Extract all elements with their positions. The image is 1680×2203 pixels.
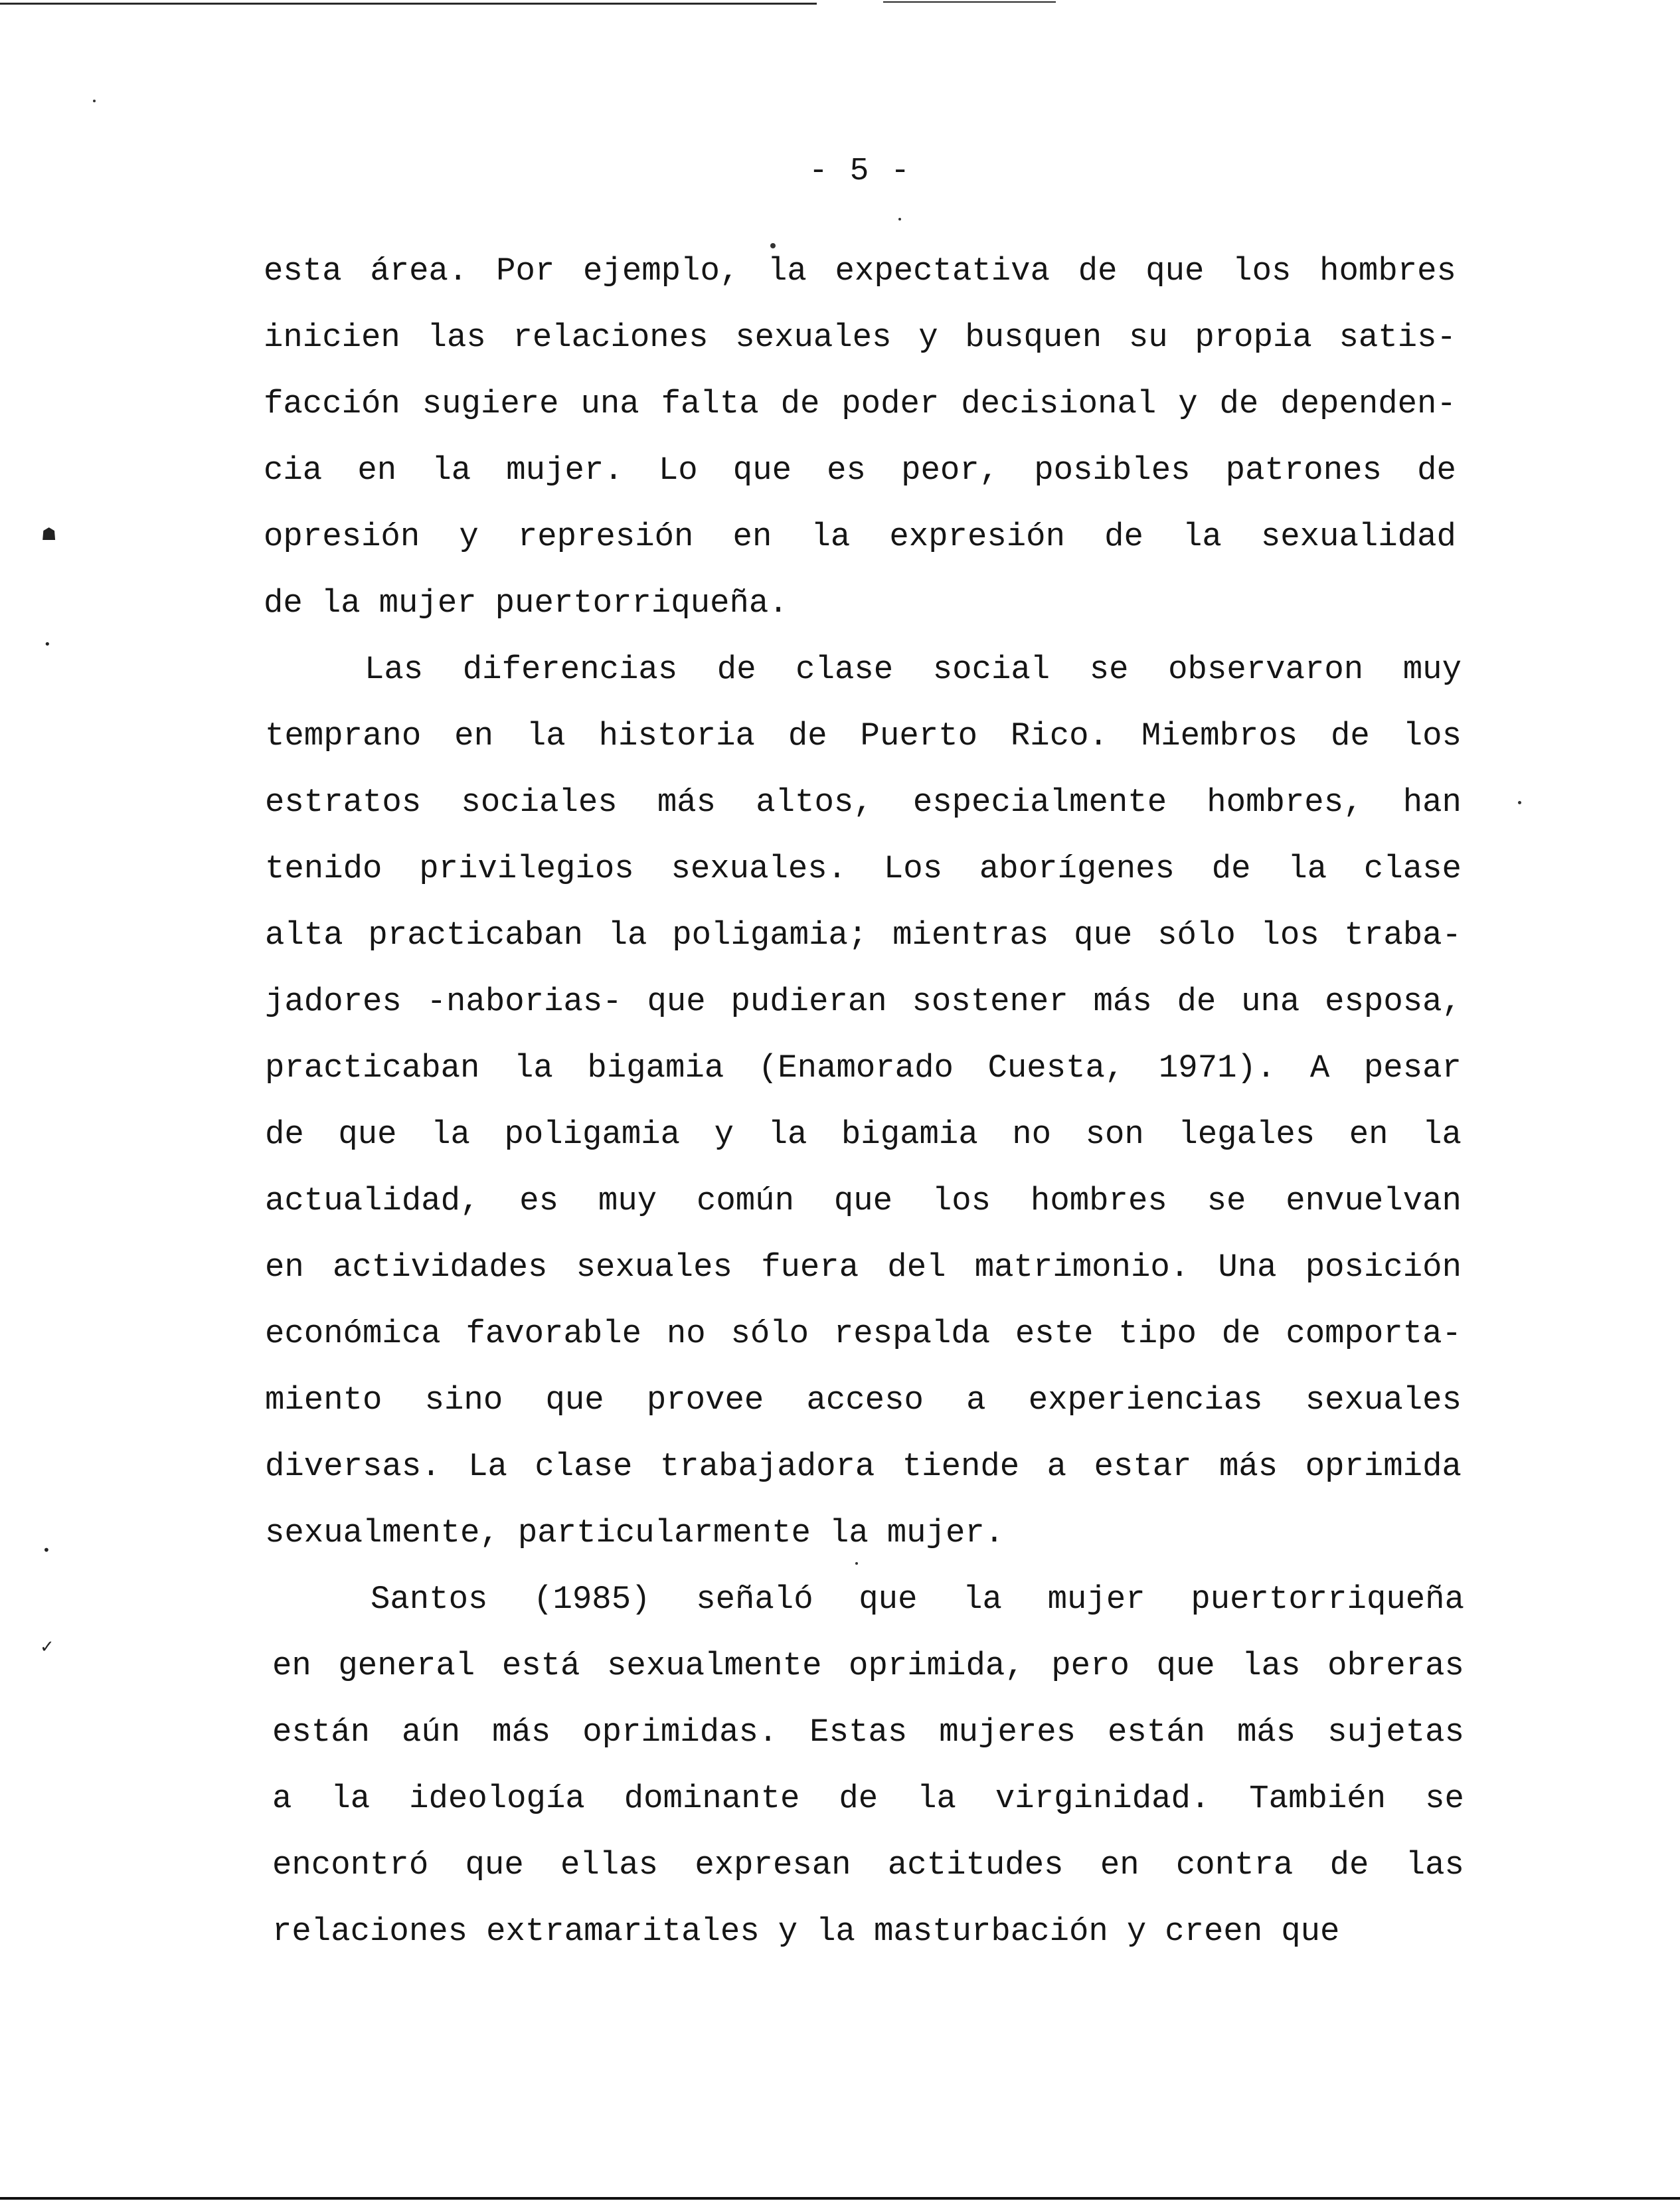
page-number: - 5 - [808,153,912,189]
scan-speck [898,218,901,220]
text-line: cia en la mujer. Lo que es peor, posibles patrones de [264,452,1456,489]
bottom-edge-rule [0,2197,1680,2200]
scan-speck [1518,801,1521,804]
text-line: actualidad, es muy común que los hombres se envuelvan [265,1182,1462,1219]
text-line: de que la poligamia y la bigamia no son legales en la [265,1116,1462,1153]
text-line: estratos sociales más altos, especialmente hombres, han [265,784,1462,821]
text-line: diversas. La clase trabajadora tiende a estar más oprimida [265,1448,1462,1485]
text-line: jadores -naborias- que pudieran sostener más de una esposa, [265,983,1462,1020]
top-edge-rule [0,3,817,5]
text-line: relaciones extramaritales y la masturbación y creen que [272,1913,1340,1950]
text-line: Santos (1985) señaló que la mujer puertorriqueña [371,1581,1464,1618]
margin-mark: ✓ [40,1637,54,1657]
text-line: económica favorable no sólo respalda este tipo de comporta- [265,1315,1462,1352]
margin-mark: • [44,638,51,652]
margin-mark: • [42,1542,50,1558]
scan-speck [855,1562,858,1565]
text-line: están aún más oprimidas. Estas mujeres están más sujetas [272,1714,1464,1751]
text-line: encontró que ellas expresan actitudes en contra de las [272,1846,1464,1884]
text-line: de la mujer puertorriqueña. [264,584,788,622]
text-line: alta practicaban la poligamia; mientras que sólo los traba- [265,917,1462,954]
scan-speck [770,243,776,248]
text-line: miento sino que provee acceso a experiencias sexuales [265,1381,1462,1419]
text-line: a la ideología dominante de la virginidad. También se [272,1780,1464,1817]
text-line: Las diferencias de clase social se observaron muy [365,651,1462,688]
text-line: inicien las relaciones sexuales y busquen su propia satis- [264,319,1456,356]
text-line: en actividades sexuales fuera del matrimonio. Una posición [265,1249,1462,1286]
text-line: esta área. Por ejemplo, la expectativa de que los hombres [264,252,1456,290]
scan-speck [93,100,96,102]
text-line: temprano en la historia de Puerto Rico. Miembros de los [265,717,1462,754]
text-line: opresión y represión en la expresión de la sexualidad [264,518,1456,555]
text-line: sexualmente, particularmente la mujer. [265,1514,1005,1551]
text-line: facción sugiere una falta de poder decisional y de dependen- [264,385,1456,422]
margin-mark: ☗ [41,525,57,545]
text-line: practicaban la bigamia (Enamorado Cuesta, 1971). A pesar [265,1049,1462,1087]
text-line: en general está sexualmente oprimida, pero que las obreras [272,1647,1464,1684]
top-edge-rule-fragment [883,1,1056,3]
text-line: tenido privilegios sexuales. Los aborígenes de la clase [265,850,1462,887]
